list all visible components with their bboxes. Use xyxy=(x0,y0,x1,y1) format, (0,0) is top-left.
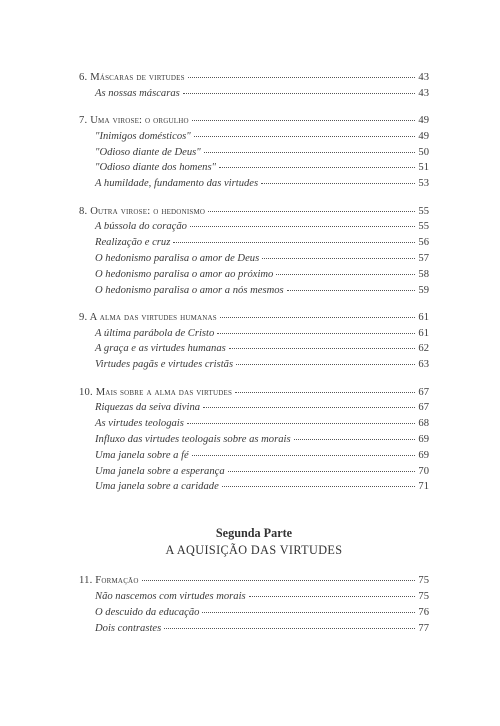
part-label: Segunda Parte xyxy=(215,526,293,541)
page-number: 43 xyxy=(418,87,429,99)
dot-leader xyxy=(202,612,415,613)
page-number: 70 xyxy=(418,465,429,477)
page-number: 61 xyxy=(418,311,429,323)
toc-subentry[interactable] xyxy=(79,267,429,283)
page-number: 75 xyxy=(418,575,429,587)
dot-leader xyxy=(287,290,416,291)
toc-chapter xyxy=(79,573,429,636)
dot-leader xyxy=(204,152,416,153)
subentry-title: A humildade, fundamento das virtudes xyxy=(95,178,259,190)
toc-chapter xyxy=(79,70,429,102)
dot-leader xyxy=(192,120,416,121)
dot-leader xyxy=(235,392,415,393)
toc-subentry[interactable] xyxy=(79,129,429,145)
toc-chapter-entry[interactable] xyxy=(79,204,429,220)
subentry-title: O hedonismo paralisa o amor a nós mesmos xyxy=(95,284,284,296)
dot-leader xyxy=(229,348,416,349)
table-of-contents xyxy=(79,70,429,648)
subentry-title: O hedonismo paralisa o amor ao próximo xyxy=(95,268,274,280)
page-number: 58 xyxy=(418,268,429,280)
toc-subentry[interactable] xyxy=(79,86,429,102)
dot-leader xyxy=(190,226,415,227)
page-number: 62 xyxy=(418,343,429,355)
chapter-title: 8. Outra virose: o hedonismo xyxy=(79,205,206,217)
page-number: 63 xyxy=(418,359,429,371)
page-number: 75 xyxy=(418,590,429,602)
page-number: 67 xyxy=(418,402,429,414)
subentry-title: O hedonismo paralisa o amor de Deus xyxy=(95,252,260,264)
dot-leader xyxy=(142,580,416,581)
dot-leader xyxy=(192,455,416,456)
subentry-title: Uma janela sobre a caridade xyxy=(95,481,219,493)
subentry-title: "Inimigos domésticos" xyxy=(95,130,191,142)
part-title: A AQUISIÇÃO DAS VIRTUDES xyxy=(165,543,343,558)
toc-chapter-entry[interactable] xyxy=(79,70,429,86)
subentry-title: "Odioso diante de Deus" xyxy=(95,146,201,158)
dot-leader xyxy=(220,317,416,318)
toc-subentry[interactable] xyxy=(79,621,429,637)
toc-subentry[interactable] xyxy=(79,326,429,342)
dot-leader xyxy=(187,423,416,424)
dot-leader xyxy=(194,136,416,137)
dot-leader xyxy=(261,183,415,184)
chapter-title: 6. Máscaras de virtudes xyxy=(79,72,185,83)
toc-subentry[interactable] xyxy=(79,357,429,373)
chapter-title: 9. A alma das virtudes humanas xyxy=(79,311,217,323)
dot-leader xyxy=(228,471,416,472)
page-number: 57 xyxy=(418,252,429,264)
part-heading xyxy=(79,525,429,559)
toc-subentry[interactable] xyxy=(79,479,429,495)
page-number: 55 xyxy=(418,205,429,217)
page-number: 55 xyxy=(418,221,429,233)
page-number: 56 xyxy=(418,237,429,249)
page-number: 76 xyxy=(418,606,429,618)
dot-leader xyxy=(208,211,415,212)
subentry-title: Uma janela sobre a esperança xyxy=(95,465,225,477)
page-number: 71 xyxy=(418,481,429,493)
subentry-title: Influxo das virtudes teologais sobre as morais xyxy=(95,433,291,445)
dot-leader xyxy=(173,242,415,243)
toc-subentry[interactable] xyxy=(79,176,429,192)
subentry-title: Riquezas da seiva divina xyxy=(95,402,201,414)
dot-leader xyxy=(236,364,415,365)
page-number: 59 xyxy=(418,284,429,296)
dot-leader xyxy=(203,407,415,408)
subentry-title: A última parábola de Cristo xyxy=(95,327,215,339)
page-number: 67 xyxy=(418,386,429,398)
dot-leader xyxy=(249,596,416,597)
toc-subentry[interactable] xyxy=(79,251,429,267)
subentry-title: Dois contrastes xyxy=(95,622,162,634)
toc-subentry[interactable] xyxy=(79,283,429,299)
toc-chapter-entry[interactable] xyxy=(79,573,429,589)
toc-subentry[interactable] xyxy=(79,219,429,235)
page-number: 51 xyxy=(418,162,429,174)
page-number: 53 xyxy=(418,178,429,190)
toc-subentry[interactable] xyxy=(79,416,429,432)
page-number: 49 xyxy=(418,115,429,127)
toc-chapter-entry[interactable] xyxy=(79,310,429,326)
toc-chapter xyxy=(79,204,429,299)
subentry-title: As virtudes teologais xyxy=(95,418,184,430)
toc-subentry[interactable] xyxy=(79,145,429,161)
dot-leader xyxy=(294,439,416,440)
page-number: 50 xyxy=(418,146,429,158)
chapter-title: 11. Formação xyxy=(79,575,139,587)
toc-chapter xyxy=(79,385,429,496)
chapter-title: 10. Mais sobre a alma das virtudes xyxy=(79,386,233,398)
dot-leader xyxy=(222,486,416,487)
toc-subentry[interactable] xyxy=(79,432,429,448)
page-number: 68 xyxy=(418,418,429,430)
toc-chapter-entry[interactable] xyxy=(79,385,429,401)
page-number: 61 xyxy=(418,327,429,339)
subentry-title: Uma janela sobre a fé xyxy=(95,449,189,461)
toc-subentry[interactable] xyxy=(79,589,429,605)
page-number: 49 xyxy=(418,130,429,142)
toc-subentry[interactable] xyxy=(79,448,429,464)
dot-leader xyxy=(276,274,415,275)
dot-leader xyxy=(188,77,416,78)
toc-subentry[interactable] xyxy=(79,464,429,480)
toc-chapter-entry[interactable] xyxy=(79,113,429,129)
subentry-title: O descuido da educação xyxy=(95,606,200,618)
toc-chapter xyxy=(79,310,429,373)
subentry-title: A bússola do coração xyxy=(95,221,187,233)
dot-leader xyxy=(217,333,415,334)
chapter-list-part-one xyxy=(79,70,429,495)
subentry-title: Virtudes pagãs e virtudes cristãs xyxy=(95,359,234,371)
subentry-title: Realização e cruz xyxy=(95,237,171,249)
page-number: 43 xyxy=(418,72,429,83)
dot-leader xyxy=(262,258,415,259)
toc-chapter xyxy=(79,113,429,192)
subentry-title: A graça e as virtudes humanas xyxy=(95,343,226,355)
chapter-list-part-two xyxy=(79,573,429,636)
dot-leader xyxy=(219,167,415,168)
subentry-title: Não nascemos com virtudes morais xyxy=(95,590,246,602)
page-number: 77 xyxy=(418,622,429,634)
dot-leader xyxy=(164,628,415,629)
toc-subentry[interactable] xyxy=(79,400,429,416)
toc-subentry[interactable] xyxy=(79,160,429,176)
page-number: 69 xyxy=(418,449,429,461)
page-number: 69 xyxy=(418,433,429,445)
chapter-title: 7. Uma virose: o orgulho xyxy=(79,115,189,127)
toc-subentry[interactable] xyxy=(79,605,429,621)
toc-subentry[interactable] xyxy=(79,235,429,251)
subentry-title: "Odioso diante dos homens" xyxy=(95,162,217,174)
toc-subentry[interactable] xyxy=(79,341,429,357)
subentry-title: As nossas máscaras xyxy=(95,87,180,99)
dot-leader xyxy=(183,93,416,94)
